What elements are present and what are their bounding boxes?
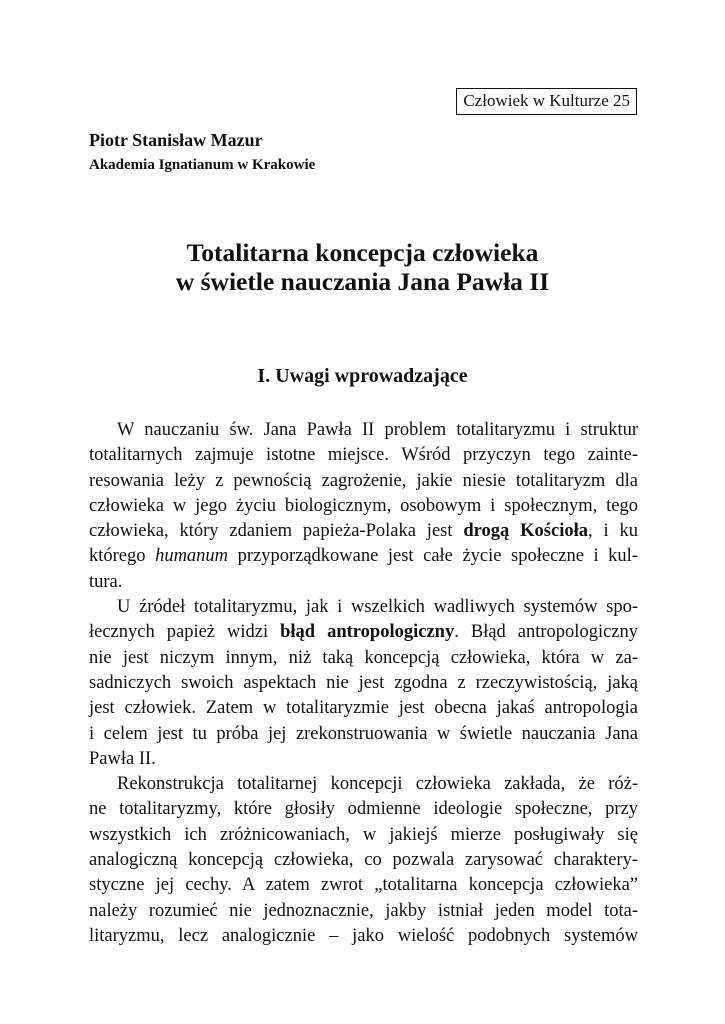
text-run: którego <box>89 546 156 567</box>
text-run: człowieka, który zdaniem papieża-Polaka jest <box>89 521 464 542</box>
body-line: wszystkich ich zróżnicowaniach, w jakiejś mierze posługiwały się <box>89 824 638 845</box>
body-line: resowania leży z pewnością zagrożenie, jakie niesie totalitaryzm dla <box>89 470 638 491</box>
body-line: Pawła II. <box>89 748 156 769</box>
body-line: i celem jest tu próba jej zrekonstruowania w świetle nauczania Jana <box>89 723 638 744</box>
body-line: U źródeł totalitaryzmu, jak i wszelkich wadliwych systemów spo- <box>117 597 638 618</box>
body-line: ne totalitaryzmy, które głosiły odmienne ideologie społeczne, przy <box>89 799 638 820</box>
body-line: tura. <box>89 571 123 592</box>
body-line: styczne jej cechy. A zatem zwrot „totalitarna koncepcja człowieka” <box>89 875 638 896</box>
body-text <box>89 418 638 949</box>
author-affiliation: Akademia Ignatianum w Krakowie <box>89 157 316 173</box>
body-line: analogiczną koncepcją człowieka, co pozwala zarysować charaktery- <box>89 850 638 871</box>
series-header-box <box>456 88 637 115</box>
body-line <box>89 544 638 569</box>
bold-term: drogą Kościoła <box>463 521 588 542</box>
body-line <box>89 519 638 544</box>
body-line: sadniczych swoich aspektach nie jest zgodna z rzeczywistością, jaką <box>89 672 638 693</box>
series-title: Człowiek w Kulturze 25 <box>463 91 630 110</box>
body-line: jest człowiek. Zatem w totalitaryzmie jest obecna jakaś antropologia <box>89 698 638 719</box>
body-line: W nauczaniu św. Jana Pawła II problem totalitaryzmu i struktur <box>117 420 638 440</box>
text-run: łecznych papież widzi <box>89 622 281 643</box>
author-name: Piotr Stanisław Mazur <box>89 130 263 150</box>
body-line: totalitarnych zajmuje istotne miejsce. Wśród przyczyn tego zainte- <box>89 445 638 466</box>
body-line: nie jest niczym innym, niż taką koncepcją człowieka, która w za- <box>89 647 638 668</box>
italic-term: humanum <box>155 546 229 567</box>
text-run: . Błąd antropologiczny <box>454 622 639 643</box>
section-heading: I. Uwagi wprowadzające <box>257 365 468 387</box>
article-title <box>0 238 725 296</box>
body-line: człowieka w jego życiu biologicznym, osobowym i społecznym, tego <box>89 495 638 516</box>
body-line: Rekonstrukcja totalitarnej koncepcji człowieka zakłada, że róż- <box>117 774 638 795</box>
body-line <box>89 620 638 645</box>
title-line-2: w świetle nauczania Jana Pawła II <box>175 267 550 296</box>
body-line: litaryzmu, lecz analogicznie – jako wielość podobnych systemów <box>89 925 638 946</box>
title-line-1: Totalitarna koncepcja człowieka <box>186 238 539 267</box>
body-line: należy rozumieć nie jednoznacznie, jakby istniał jeden model tota- <box>89 900 638 921</box>
text-run: , i ku <box>588 521 639 542</box>
bold-term: błąd antropologiczny <box>280 622 455 643</box>
text-run: przyporządkowane jest całe życie społeczne i kul- <box>228 546 638 567</box>
